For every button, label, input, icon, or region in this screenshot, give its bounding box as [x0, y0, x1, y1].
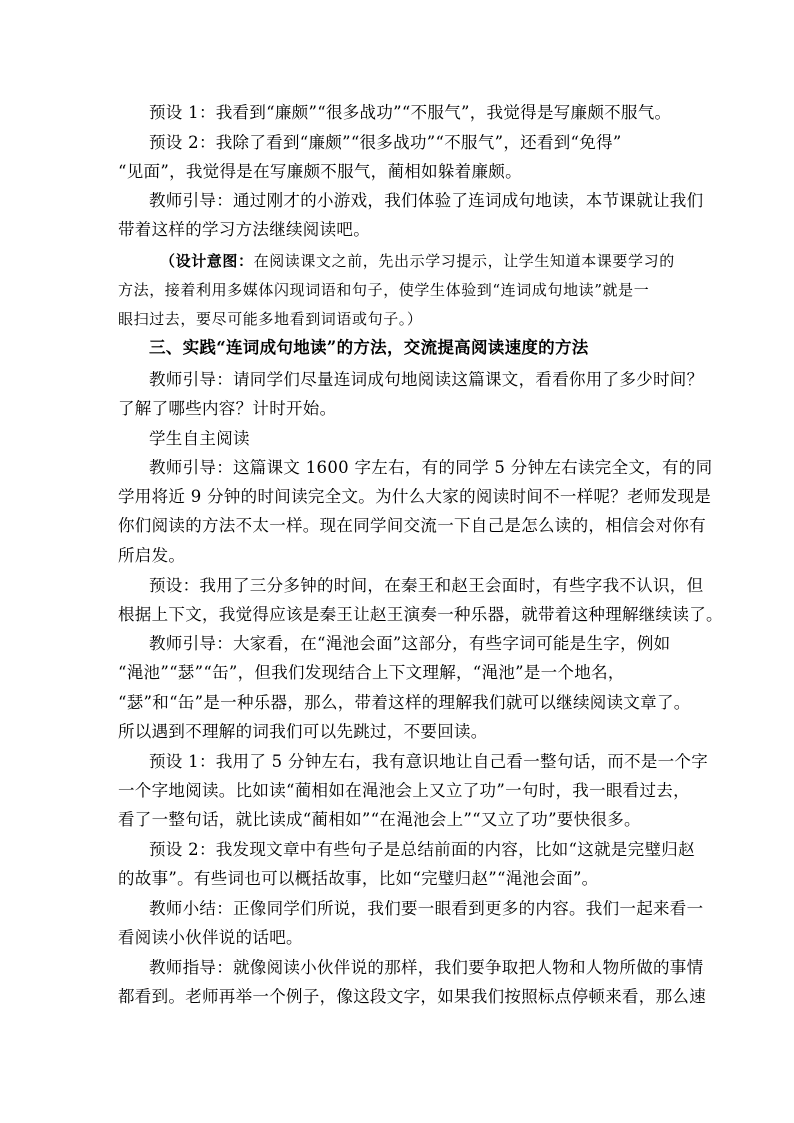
paragraph-line: 所以遇到不理解的词我们可以先跳过，不要回读。: [118, 722, 488, 741]
paragraph-line: 预设 1：我用了 5 分钟左右，我有意识地让自己看一整句话，而不是一个字: [149, 752, 709, 771]
design-note-line: 眼扫过去，要尽可能多地看到词语或句子。）: [118, 310, 423, 328]
paragraph-line: 都看到。老师再举一个例子，像这段文字，如果我们按照标点停顿来看，那么速: [118, 987, 706, 1006]
paragraph-line: 看阅读小伙伴说的话吧。: [118, 928, 303, 947]
paragraph-line: 教师引导：大家看，在“渑池会面”这部分，有些字词可能是生字，例如: [149, 634, 671, 653]
paragraph-line: 教师指导：就像阅读小伙伴说的那样，我们要争取把人物和人物所做的事情: [149, 958, 704, 977]
paragraph-line: “见面”，我觉得是在写廉颇不服气，蔺相如躲着廉颇。: [118, 162, 522, 181]
paragraph-line: 带着这样的学习方法继续阅读吧。: [118, 220, 370, 239]
paragraph-line: “瑟”和“缶”是一种乐器，那么，带着这样的理解我们就可以继续阅读文章了。: [118, 693, 691, 712]
paragraph-line: 预设 2：我发现文章中有些句子是总结前面的内容，比如“这就是完璧归赵: [149, 840, 695, 859]
paragraph-line: 预设 1：我看到“廉颇”“很多战功”“不服气”，我觉得是写廉颇不服气。: [149, 103, 672, 122]
paragraph-line: 教师引导：请同学们尽量连词成句地阅读这篇课文，看看你用了多少时间？: [149, 370, 704, 389]
paragraph-line: 你们阅读的方法不太一样。现在同学间交流一下自己是怎么读的，相信会对你有: [118, 516, 706, 535]
paragraph-line: 的故事”。有些词也可以概括故事，比如“完璧归赵”“渑池会面”。: [118, 869, 599, 888]
paragraph-line: 学用将近 9 分钟的时间读完全文。为什么大家的阅读时间不一样呢？老师发现是: [118, 487, 712, 506]
paragraph-line: 根据上下文，我觉得应该是秦王让赵王演奏一种乐器，就带着这种理解继续读了。: [118, 605, 723, 624]
paragraph-line: 了解了哪些内容？计时开始。: [118, 399, 337, 418]
paragraph-line: 教师引导：通过刚才的小游戏，我们体验了连词成句地读，本节课就让我们: [149, 191, 704, 210]
paragraph-line: 预设：我用了三分多钟的时间，在秦王和赵王会面时，有些字我不认识，但: [149, 576, 704, 595]
paragraph-line: 教师引导：这篇课文 1600 字左右，有的同学 5 分钟左右读完全文，有的同: [149, 458, 713, 477]
paragraph-line: 学生自主阅读: [149, 429, 250, 448]
paragraph-line: 预设 2：我除了看到“廉颇”“很多战功”“不服气”，还看到“免得”: [149, 133, 622, 152]
paragraph-line: 教师小结：正像同学们所说，我们要一眼看到更多的内容。我们一起来看一: [149, 899, 704, 918]
paragraph-line: “渑池”“瑟”“缶”，但我们发现结合上下文理解，“渑池”是一个地名，: [118, 663, 625, 682]
design-note-line: 方法，接着利用多媒体闪现词语和句子，使学生体验到“连词成句地读”就是一: [118, 281, 650, 299]
section-heading: 三、实践“连词成句地读”的方法，交流提高阅读速度的方法: [149, 338, 589, 357]
design-note-line: [160, 250, 675, 272]
design-note-label: （设计意图：: [160, 252, 254, 270]
paragraph-line: 一个字地阅读。比如读“蔺相如在渑池会上又立了功”一句时，我一眼看过去，: [118, 781, 690, 800]
paragraph-line: 所启发。: [118, 546, 186, 565]
design-note-text: 在阅读课文之前，先出示学习提示，让学生知道本课要学习的: [253, 252, 675, 270]
paragraph-line: 看了一整句话，就比读成“蔺相如”“在渑池会上”“又立了功”要快很多。: [118, 810, 641, 829]
